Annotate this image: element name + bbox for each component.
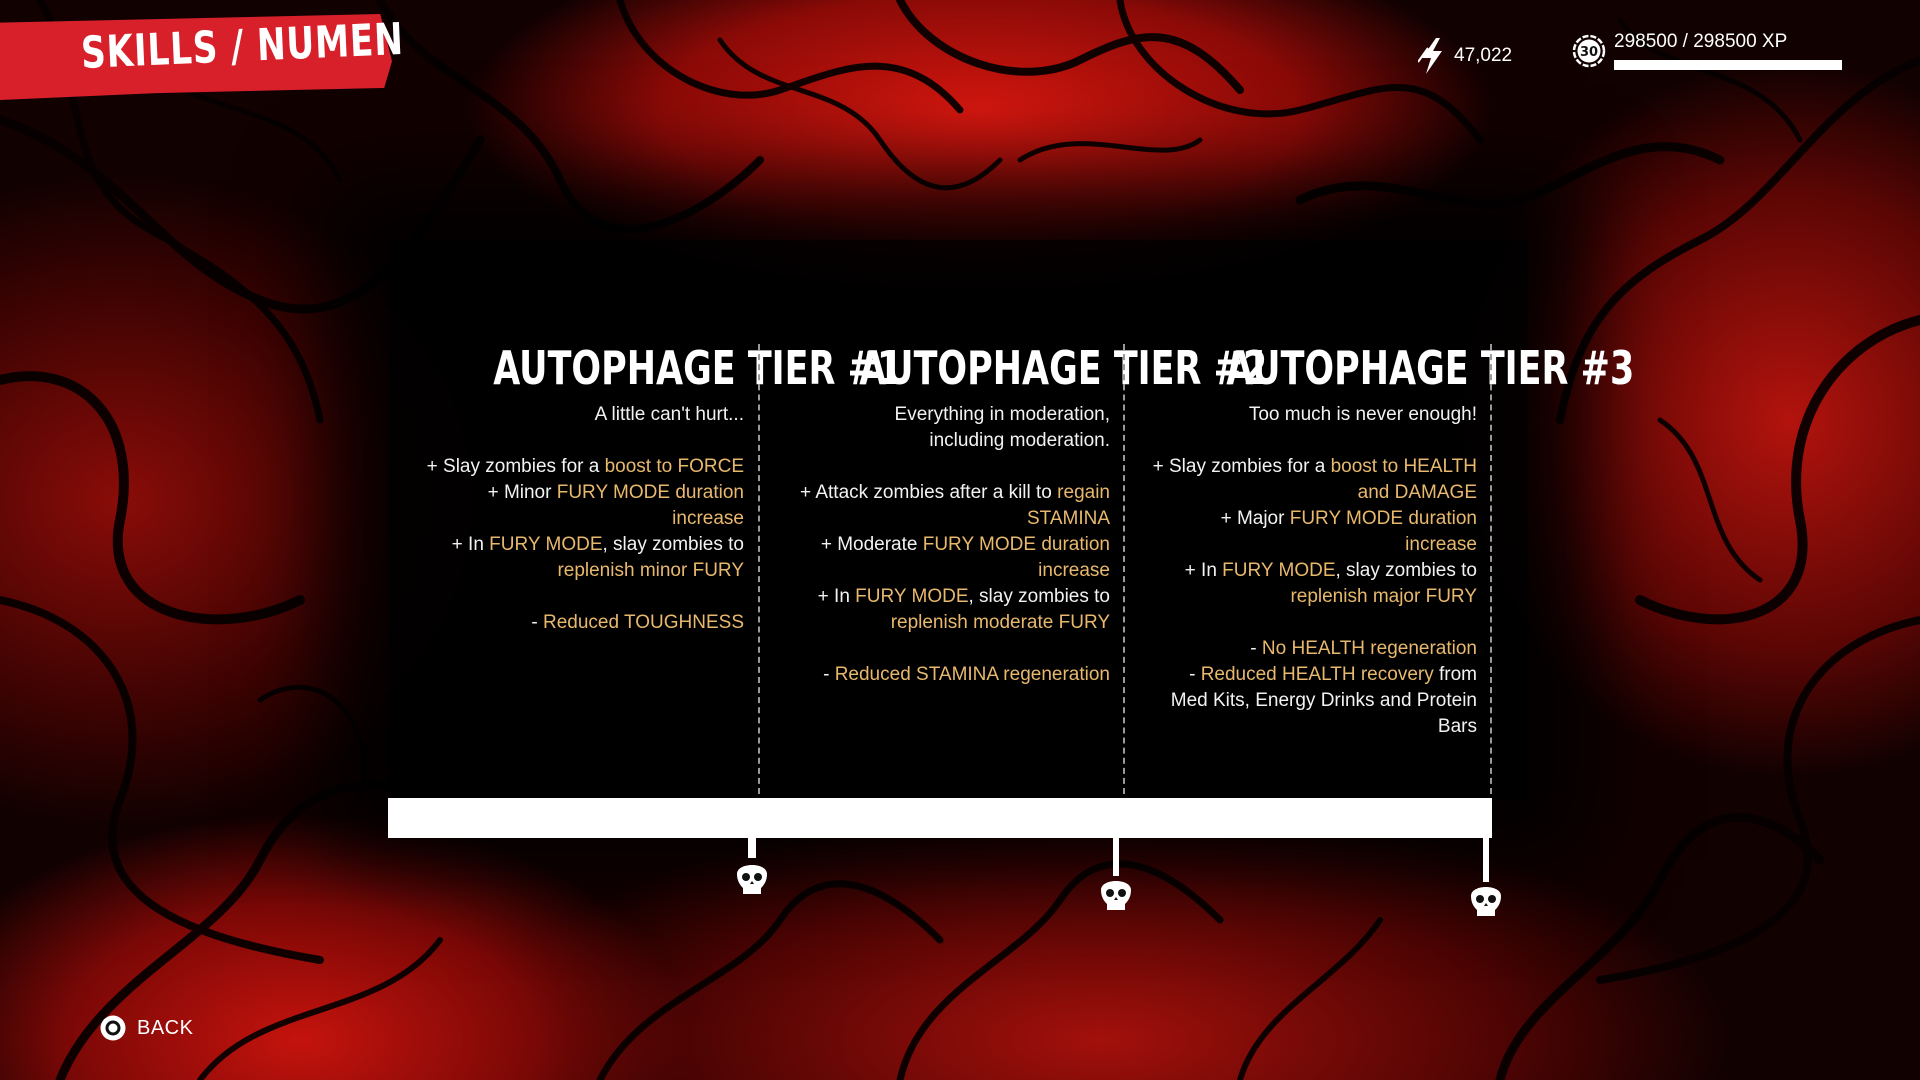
tier-progress-fill: [388, 798, 1492, 838]
highlight-text: replenish minor FURY: [557, 560, 744, 581]
tier-3[interactable]: [1147, 340, 1635, 740]
tier-title: AUTOPHAGE TIER #1: [493, 341, 902, 395]
highlight-text: boost to FORCE: [604, 456, 744, 477]
effect-sign: +: [1220, 508, 1237, 529]
level-value: 30: [1579, 45, 1599, 60]
currency-value: 47,022: [1454, 45, 1513, 66]
tier-divider: [1490, 344, 1492, 794]
tier-effect: [414, 480, 744, 532]
tier-drawback: [1147, 662, 1477, 740]
level-badge-icon: [1572, 34, 1606, 68]
effect-text: Moderate: [837, 534, 923, 555]
tier-negatives: [1147, 636, 1477, 740]
highlight-text: FURY MODE: [489, 534, 603, 555]
tier-effects: [1147, 454, 1477, 610]
effect-text: -: [1250, 638, 1262, 659]
highlight-text: Reduced STAMINA regeneration: [834, 664, 1110, 685]
tier-negatives: [780, 662, 1110, 688]
skull-icon: [1096, 836, 1136, 916]
effect-text: Attack zombies after a kill to: [815, 482, 1058, 503]
tier-effects: [414, 454, 744, 584]
highlight-text: FURY MODE duration increase: [922, 534, 1110, 581]
back-label: BACK: [137, 1016, 194, 1039]
effect-text: -: [1189, 664, 1201, 685]
highlight-text: Reduced HEALTH recovery: [1200, 664, 1434, 685]
screen-title: SKILLS / NUMEN: [80, 13, 405, 79]
highlight-text: Reduced TOUGHNESS: [543, 612, 744, 633]
highlight-text: FURY MODE duration increase: [1289, 508, 1477, 555]
tier-effects: [780, 480, 1110, 636]
effect-sign: +: [487, 482, 504, 503]
effect-text: Minor: [503, 482, 557, 503]
effect-text: -: [531, 612, 543, 633]
effect-text: Major: [1236, 508, 1290, 529]
tier-effect: [1147, 558, 1477, 610]
xp-text: 298500 / 298500 XP: [1614, 31, 1788, 52]
highlight-text: FURY MODE: [1222, 560, 1336, 581]
highlight-text: regain STAMINA: [1026, 482, 1110, 529]
effect-text: Slay zombies for a: [1168, 456, 1331, 477]
tier-title: AUTOPHAGE TIER #2: [859, 341, 1268, 395]
effect-text: In: [468, 534, 490, 555]
level-display: [1572, 30, 1842, 70]
effect-sign: +: [1184, 560, 1202, 581]
effect-text: , slay zombies to: [602, 534, 744, 555]
xp-bar: [1614, 60, 1842, 70]
effect-sign: +: [1152, 456, 1169, 477]
tier-effect: [780, 532, 1110, 584]
effect-text: In: [834, 586, 856, 607]
tier-drawback: [414, 610, 744, 636]
xp-block: [1614, 30, 1842, 70]
highlight-text: replenish major FURY: [1290, 586, 1477, 607]
tier-tagline: A little can't hurt...: [594, 404, 744, 425]
tier-tagline: Too much is never enough!: [1248, 404, 1477, 425]
tier-divider: [1123, 344, 1125, 794]
tier-tagline: Everything in moderation, including moderation.: [894, 404, 1110, 451]
effect-text: , slay zombies to: [1335, 560, 1477, 581]
circle-button-icon: [99, 1014, 127, 1042]
effect-text: -: [823, 664, 835, 685]
highlight-text: No HEALTH regeneration: [1261, 638, 1477, 659]
tier-effect: [780, 480, 1110, 532]
tier-drawback: [780, 662, 1110, 688]
effect-sign: +: [451, 534, 469, 555]
tier-effect: [1147, 454, 1477, 506]
effect-sign: +: [817, 586, 835, 607]
effect-sign: +: [800, 482, 816, 503]
highlight-text: replenish moderate FURY: [890, 612, 1110, 633]
xp-bar-fill: [1614, 60, 1842, 70]
tier-progress-bar: [388, 798, 1492, 838]
effect-sign: +: [426, 456, 444, 477]
currency-display: [1418, 36, 1512, 76]
effect-text: from Med Kits, Energy Drinks and Protein Bars: [1170, 664, 1477, 737]
tier-divider: [758, 344, 760, 794]
tier-title: AUTOPHAGE TIER #3: [1226, 341, 1635, 395]
effect-sign: +: [820, 534, 838, 555]
tier-effect: [414, 454, 744, 480]
highlight-text: FURY MODE duration increase: [556, 482, 744, 529]
highlight-text: boost to HEALTH and DAMAGE: [1330, 456, 1477, 503]
tier-effect: [1147, 506, 1477, 558]
highlight-text: FURY MODE: [855, 586, 969, 607]
effect-text: Slay zombies for a: [443, 456, 605, 477]
back-button[interactable]: [99, 1014, 193, 1042]
tier-drawback: [1147, 636, 1477, 662]
skull-icon: [732, 836, 772, 902]
tier-effect: [414, 532, 744, 584]
skull-icon: [1466, 836, 1506, 922]
tier-effect: [780, 584, 1110, 636]
effect-text: , slay zombies to: [968, 586, 1110, 607]
lightning-bolt-icon: [1418, 38, 1446, 74]
effect-text: In: [1201, 560, 1223, 581]
tier-negatives: [414, 610, 744, 636]
